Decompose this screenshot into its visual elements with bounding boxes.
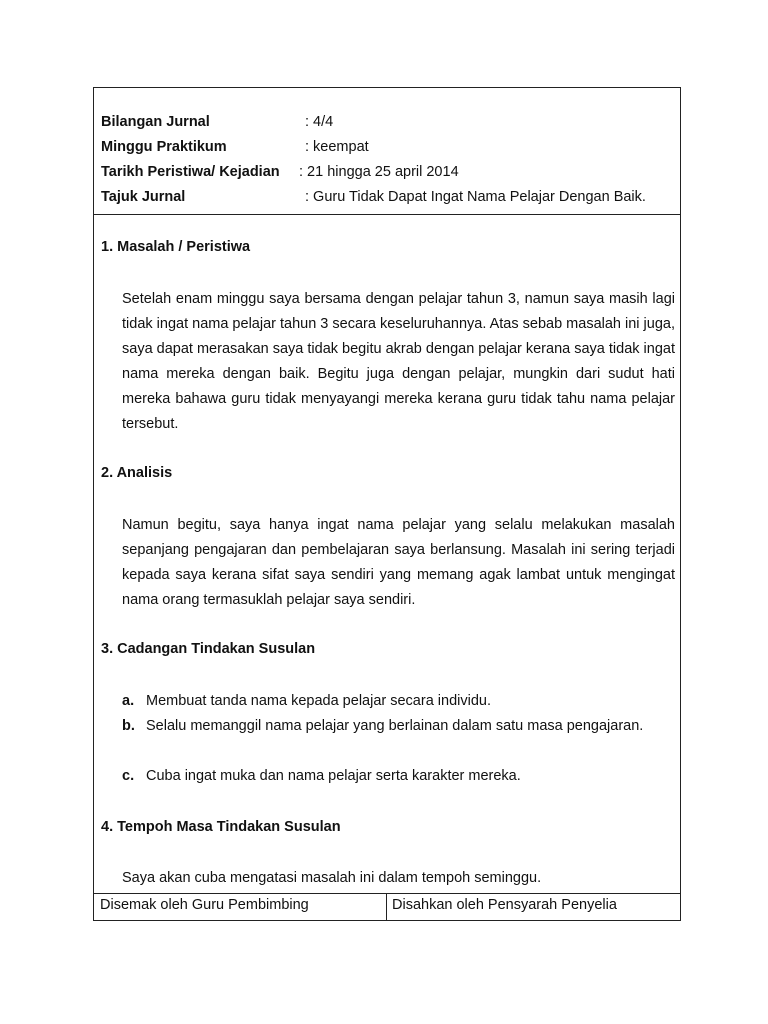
signature-table bbox=[93, 893, 681, 921]
approved-by-cell: Disahkan oleh Pensyarah Penyelia bbox=[392, 897, 617, 913]
list-text: Cuba ingat muka dan nama pelajar serta karakter mereka. bbox=[146, 768, 521, 784]
list-marker: b. bbox=[122, 718, 135, 734]
header-label: Tarikh Peristiwa/ Kejadian bbox=[101, 164, 280, 180]
header-value: : 4/4 bbox=[305, 114, 334, 130]
section-body-duration: Saya akan cuba mengatasi masalah ini dalam tempoh seminggu. bbox=[122, 870, 542, 886]
header-label: Bilangan Jurnal bbox=[101, 114, 210, 130]
list-text: Selalu memanggil nama pelajar yang berlainan dalam satu masa pengajaran. bbox=[146, 718, 644, 734]
section-body-problem: Setelah enam minggu saya bersama dengan pelajar tahun 3, namun saya masih lagi tidak ingat nama pelajar tahun 3 secara keseluruhannya. Atas sebab masalah ini juga, saya dapat merasakan saya tidak begitu akrab dengan pelajar kerana saya tidak ingat nama mereka dengan baik. Begitu juga dengan pelajar, mungkin dari sudut hati mereka bahawa guru tidak menyayangi mereka kerana guru tidak tahu nama pelajar tersebut. bbox=[122, 291, 675, 432]
header-value: : 21 hingga 25 april 2014 bbox=[299, 164, 459, 180]
section-heading-analysis: 2. Analisis bbox=[101, 465, 173, 481]
header-label: Tajuk Jurnal bbox=[101, 189, 186, 205]
list-text: Membuat tanda nama kepada pelajar secara individu. bbox=[146, 693, 491, 709]
section-heading-duration: 4. Tempoh Masa Tindakan Susulan bbox=[101, 819, 341, 835]
list-marker: a. bbox=[122, 693, 135, 709]
header-label: Minggu Praktikum bbox=[101, 139, 227, 155]
journal-form bbox=[93, 87, 681, 921]
header-value: : keempat bbox=[305, 139, 369, 155]
section-heading-follow-up: 3. Cadangan Tindakan Susulan bbox=[101, 641, 316, 657]
header-value: : Guru Tidak Dapat Ingat Nama Pelajar Dengan Baik. bbox=[305, 189, 646, 205]
section-body-analysis: Namun begitu, saya hanya ingat nama pelajar yang selalu melakukan masalah sepanjang pengajaran dan pembelajaran saya berlansung. Masalah ini sering terjadi kepada saya kerana sifat saya sendiri yang memang agak lambat untuk mengingat nama orang termasuklah pelajar saya sendiri. bbox=[122, 517, 675, 608]
list-marker: c. bbox=[122, 768, 135, 784]
section-heading-problem: 1. Masalah / Peristiwa bbox=[101, 239, 251, 255]
journal-header bbox=[94, 88, 680, 215]
reviewed-by-cell: Disemak oleh Guru Pembimbing bbox=[94, 894, 387, 920]
